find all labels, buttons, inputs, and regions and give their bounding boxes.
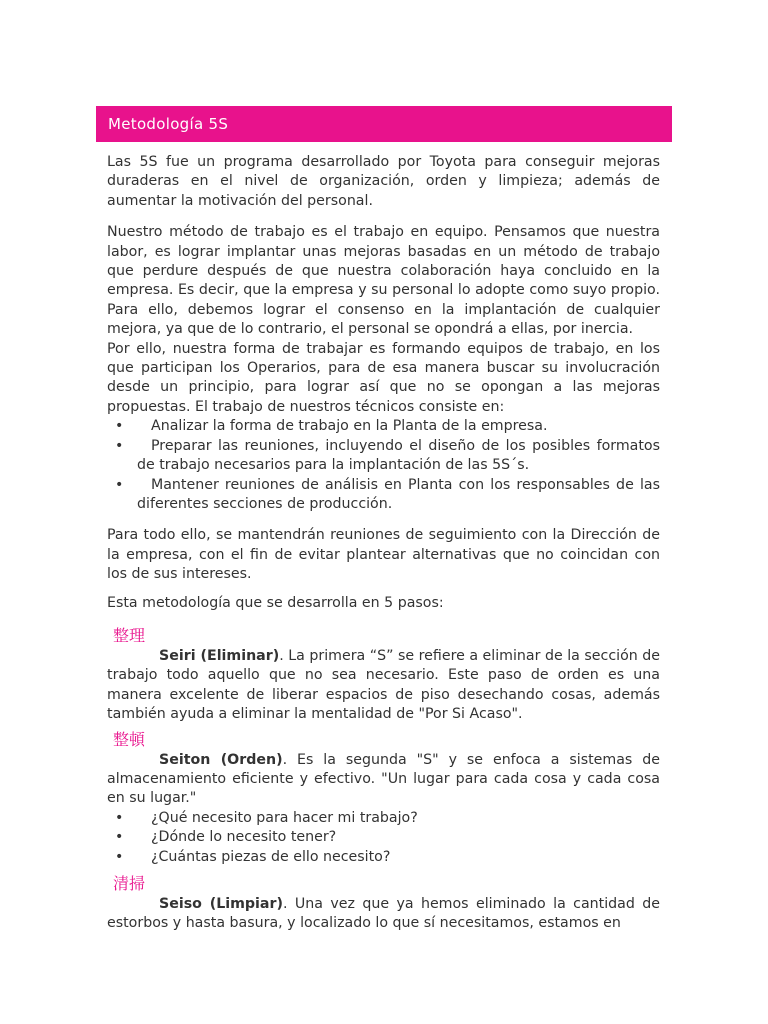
list-item: • ¿Cuántas piezas de ello necesito? (107, 848, 660, 867)
kanji-seiri-label: 整理 (113, 625, 146, 645)
bullet-icon: • (115, 829, 124, 846)
bullet-icon: • (115, 418, 124, 435)
intro-paragraph: Las 5S fue un programa desarrollado por Toyota para conseguir mejoras duraderas en el nivel de organización, orden y limpieza; además de aumentar la motivación del personal. (107, 154, 660, 209)
section-title: Metodología 5S (108, 115, 229, 133)
kanji-seiso-label: 清掃 (113, 874, 146, 893)
step-seiso (107, 873, 660, 934)
document-body (107, 153, 660, 934)
step-description: . Es la segunda "S" y se enfoca a sistemas de almacenamiento eficiente y efectivo. "Un lugar para cada cosa y cada cosa en su lugar." (107, 751, 660, 807)
step-seiton (107, 729, 660, 867)
bullet-icon: • (115, 437, 124, 454)
bullet-icon: • (115, 476, 124, 493)
step-description: . La primera “S” se refiere a eliminar de la sección de trabajo todo aquello que no sea necesario. Este paso de orden es una manera excelente de liberar espacios de piso desechando cosas, además también ayuda a eliminar la mentalidad de "Por Si Acaso". (107, 647, 660, 723)
kanji-seiton-label: 整頓 (113, 729, 146, 749)
step-title: Seiri (Eliminar) (159, 647, 280, 664)
step-title: Seiso (Limpiar) (159, 896, 283, 912)
step-description: . Una vez que ya hemos eliminado la cantidad de estorbos y hasta basura, y localizado lo que sí necesitamos, estamos en (107, 896, 660, 932)
list-item: • ¿Qué necesito para hacer mi trabajo? (107, 809, 660, 828)
list-item: • ¿Dónde lo necesito tener? (107, 828, 660, 847)
list-item: • Mantener reuniones de análisis en Planta con los responsables de las diferentes secciones de producción. (115, 476, 660, 512)
tasks-list (107, 417, 660, 514)
steps-intro: Esta metodología que se desarrolla en 5 pasos: (107, 594, 444, 611)
method-paragraph-2: Por ello, nuestra forma de trabajar es formando equipos de trabajo, en los que participan los Operarios, para de esa manera buscar su involucración desde un principio, para lograr así que no se opongan a las mejoras propuestas. El trabajo de nuestros técnicos consiste en: (107, 340, 660, 415)
step-title: Seiton (Orden) (159, 751, 283, 768)
followup-paragraph: Para todo ello, se mantendrán reuniones de seguimiento con la Dirección de la empresa, con el fin de evitar plantear alternativas que no coincidan con los de sus intereses. (107, 527, 660, 583)
method-paragraph: Nuestro método de trabajo es el trabajo en equipo. Pensamos que nuestra labor, es lograr implantar unas mejoras basadas en un método de trabajo que perdure después de que nuestra colaboración haya concluido en la empresa. Es decir, que la empresa y su personal lo adopte como suyo propio. Para ello, debemos lograr el consenso en la implantación de cualquier mejora, ya que de lo contrario, el personal se opondrá a ellas, por inercia. (107, 224, 660, 338)
bullet-icon: • (115, 809, 124, 826)
section-header-banner (96, 106, 672, 142)
list-item: • Analizar la forma de trabajo en la Planta de la empresa. (107, 417, 660, 436)
questions-list (107, 809, 660, 867)
step-seiri (107, 625, 660, 725)
bullet-icon: • (115, 848, 124, 865)
list-item: • Preparar las reuniones, incluyendo el diseño de los posibles formatos de trabajo necesarios para la implantación de las 5S´s. (115, 437, 660, 474)
